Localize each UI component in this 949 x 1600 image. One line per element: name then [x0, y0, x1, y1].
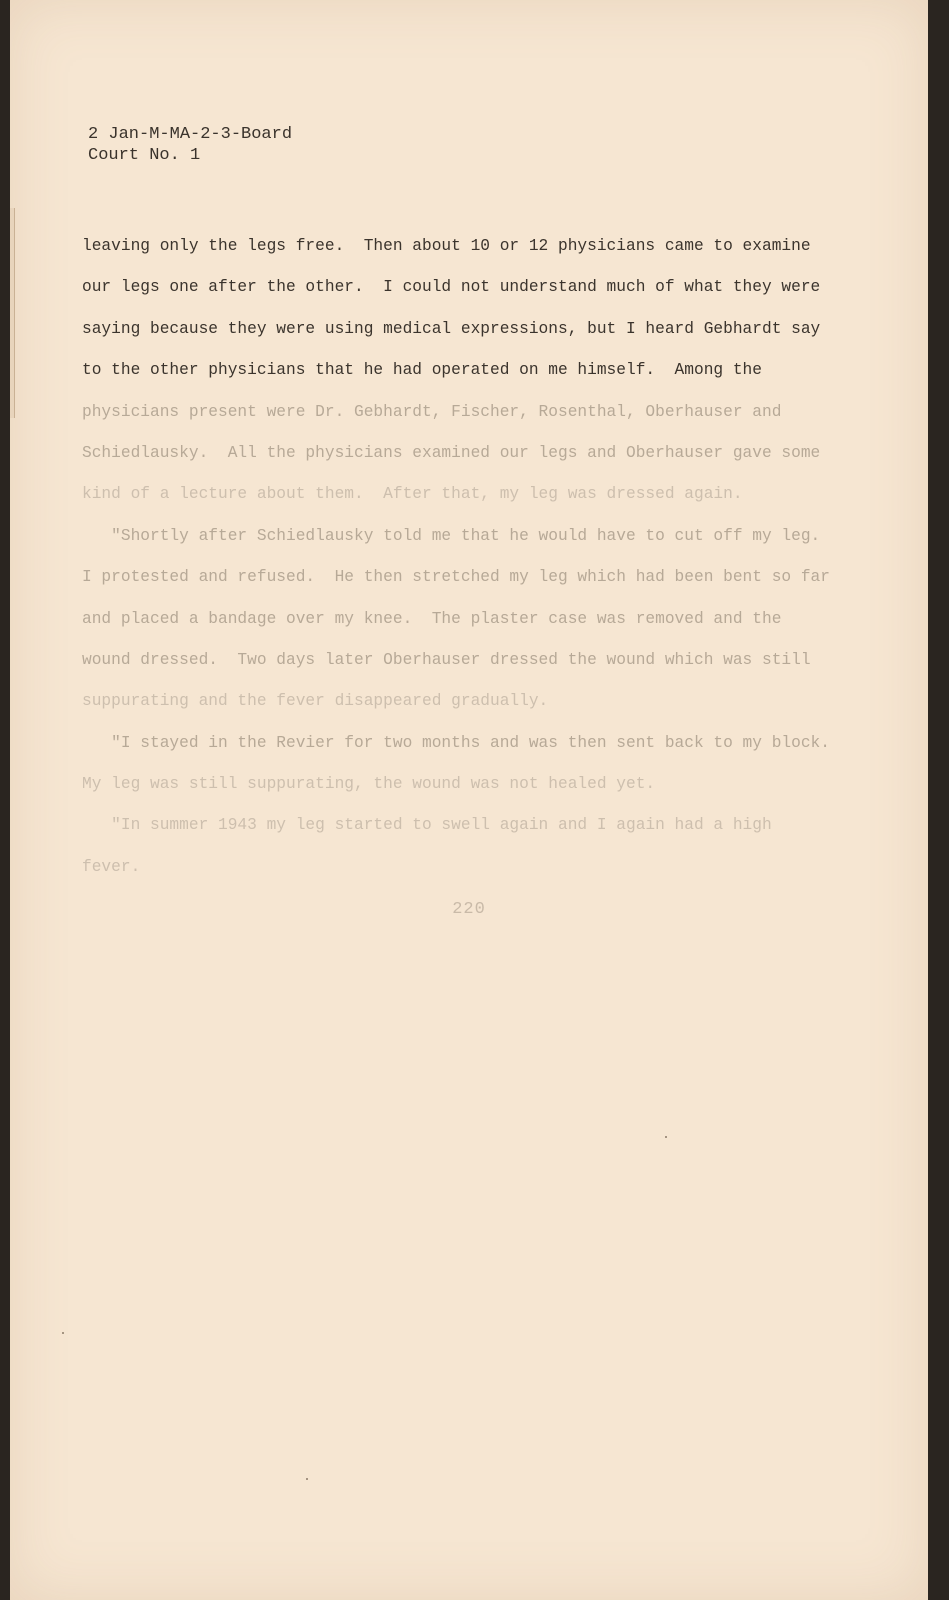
page-number: 220 [452, 900, 486, 919]
text-line: leaving only the legs free. Then about 10 or 12 physicians came to examine [82, 237, 811, 255]
document-page [10, 0, 928, 1600]
text-line: wound dressed. Two days later Oberhauser dressed the wound which was still [82, 650, 811, 669]
text-line: and placed a bandage over my knee. The plaster case was removed and the [82, 609, 782, 628]
text-line: My leg was still suppurating, the wound was not healed yet. [82, 775, 656, 794]
text-line: "I stayed in the Revier for two months and was then sent back to my block. [82, 733, 830, 752]
paper-speck [306, 1478, 308, 1480]
text-line: suppurating and the fever disappeared gradually. [82, 692, 549, 711]
document-header [88, 124, 292, 166]
text-line: "Shortly after Schiedlausky told me that he would have to cut off my leg. [82, 526, 821, 545]
text-line: fever. [82, 857, 141, 876]
text-line: kind of a lecture about them. After that, my leg was dressed again. [82, 485, 743, 504]
text-line: our legs one after the other. I could not understand much of what they were [82, 278, 821, 297]
header-court-line: Court No. 1 [88, 146, 201, 165]
text-line: to the other physicians that he had operated on me himself. Among the [82, 361, 762, 380]
text-line: saying because they were using medical expressions, but I heard Gebhardt say [82, 319, 821, 338]
text-line: I protested and refused. He then stretched my leg which had been bent so far [82, 568, 830, 587]
text-line: "In summer 1943 my leg started to swell again and I again had a high [82, 816, 772, 835]
testimony-text [82, 226, 872, 888]
page-torn-edge [10, 208, 15, 418]
paper-speck [62, 1332, 64, 1334]
header-reference-line: 2 Jan-M-MA-2-3-Board [88, 125, 293, 144]
paper-speck [665, 1136, 667, 1138]
text-line: Schiedlausky. All the physicians examined our legs and Oberhauser gave some [82, 443, 821, 462]
text-line: physicians present were Dr. Gebhardt, Fischer, Rosenthal, Oberhauser and [82, 402, 782, 421]
